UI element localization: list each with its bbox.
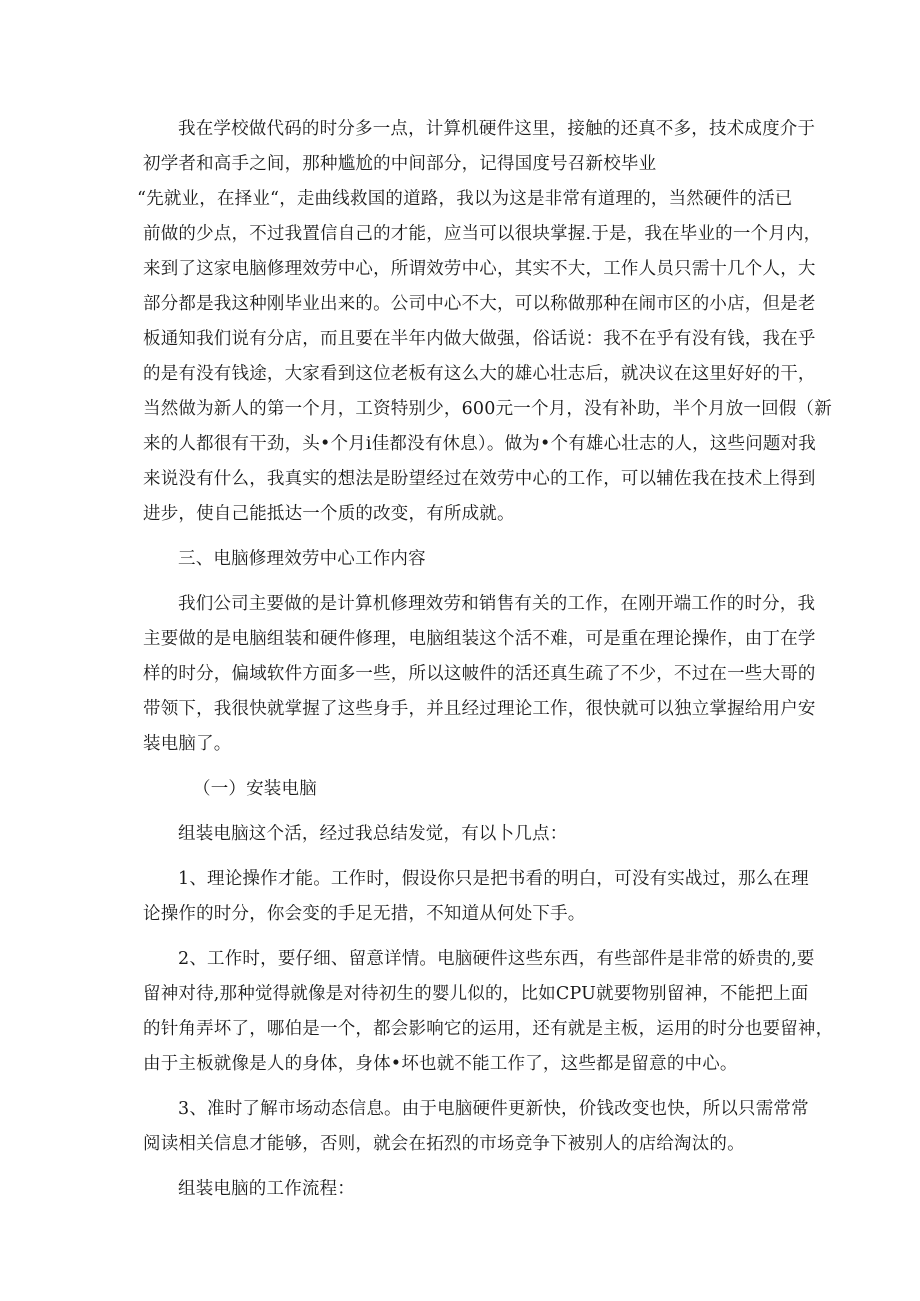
- text-line: 我在学校做代码的时分多一点，计算机硬件这里，接触的还真不多，技术成度介于: [178, 119, 816, 139]
- text-line: 当然做为新人的第一个月，工资特别少，600元一个月，没有补助，半个月放一回假（新: [143, 399, 832, 419]
- text-line: 初学者和高手之间，那种尴尬的中间部分，记得国度号召新校毕业: [143, 154, 657, 174]
- text-line: 阅读相关信息才能够，否则，就会在拓烈的市场竞争下被别人的店给淘汰的。: [143, 1134, 745, 1154]
- text-line: 板通知我们说有分店，而且要在半年内做大做强，俗话说：我不在乎有没有钱，我在乎: [143, 329, 816, 349]
- document-body: [137, 112, 834, 1217]
- paragraph-point-1: [143, 862, 809, 932]
- text-line: 由于主板就像是人的身体，身体•坏也就不能工作了，这些都是留意的中心。: [143, 1054, 738, 1074]
- text-line: 论操作的时分，你会变的手足无措，不知道从何处下手。: [143, 904, 586, 924]
- text-line: 来的人都很有干劲，头•个月i佳都没有休息）。做为•个有雄心壮志的人，这些问题对我: [143, 434, 816, 454]
- text-line: 的针角弄坏了，哪伯是一个，都会影响它的运用，还有就是主板，运用的时分也要留神，: [143, 1019, 834, 1039]
- paragraph-point-2: [143, 942, 834, 1082]
- text-line: 来到了这家电脑修理效劳中心，所谓效劳中心，其实不大，工作人员只需十几个人，大: [143, 259, 816, 279]
- text-line: 进步，使自己能抵达一个质的改变，有所成就。: [143, 504, 515, 524]
- paragraph-point-3: [143, 1092, 809, 1162]
- paragraph-workflow-intro: 组装电脑的工作流程：: [178, 1179, 355, 1199]
- paragraph-school-experience: [137, 112, 832, 532]
- text-line: 装电脑了。: [143, 734, 232, 754]
- section-heading-work-content: 三、电脑修理效劳中心工作内容: [178, 549, 426, 569]
- text-line: 主要做的是电脑组装和硬件修理，电脑组装这个活不难，可是重在理论操作，由丁在学: [143, 629, 816, 649]
- text-line: 带领下，我很快就掌握了这些身手，并且经过理论工作，很快就可以独立掌握给用户安: [143, 699, 816, 719]
- text-line: 前做的少点，不过我置信自己的才能，应当可以很块掌握.于是，我在毕业的一个月内，: [143, 224, 822, 244]
- text-line: 的是有没有钱途，大家看到这位老板有这么大的雄心壮志后，就决议在这里好好的干，: [143, 364, 816, 384]
- text-line: 留神对待,那种觉得就像是对待初生的婴儿似的，比如CPU就要物别留神，不能把上面: [143, 984, 809, 1004]
- text-line: 2、工作时，要仔细、留意详情。电脑硬件这些东西，有些部件是非常的娇贵的,要: [178, 949, 815, 969]
- text-line: 我们公司主要做的是计算机修理效劳和销售有关的工作，在刚开端工作的时分，我: [178, 594, 816, 614]
- text-line: 部分都是我这种刚毕业出来的。公司中心不大，可以称做那种在闹市区的小店，但是老: [143, 294, 816, 314]
- text-line: “先就业，在择业“，走曲线救国的道路，我以为这是非常有道理的，当然硬件的活已: [137, 189, 793, 209]
- text-line: 1、理论操作才能。工作时，假设你只是把书看的明白，可没有实战过，那么在理: [178, 869, 809, 889]
- text-line: 样的时分，偏域软件方面多一些，所以这帔件的活还真生疏了不少，不过在一些大哥的: [143, 664, 816, 684]
- text-line: 来说没有什么，我真实的想法是盼望经过在效劳中心的工作，可以辅佐我在技术上得到: [143, 469, 816, 489]
- paragraph-company-work: [143, 587, 816, 762]
- paragraph-summary-intro: 组装电脑这个活，经过我总结发觉，有以卜几点：: [178, 824, 568, 844]
- subsection-heading-install: （一）安装电脑: [193, 779, 317, 799]
- text-line: 3、准时了解市场动态信息。由于电脑硬件更新快，价钱改变也快，所以只需常常: [178, 1099, 809, 1119]
